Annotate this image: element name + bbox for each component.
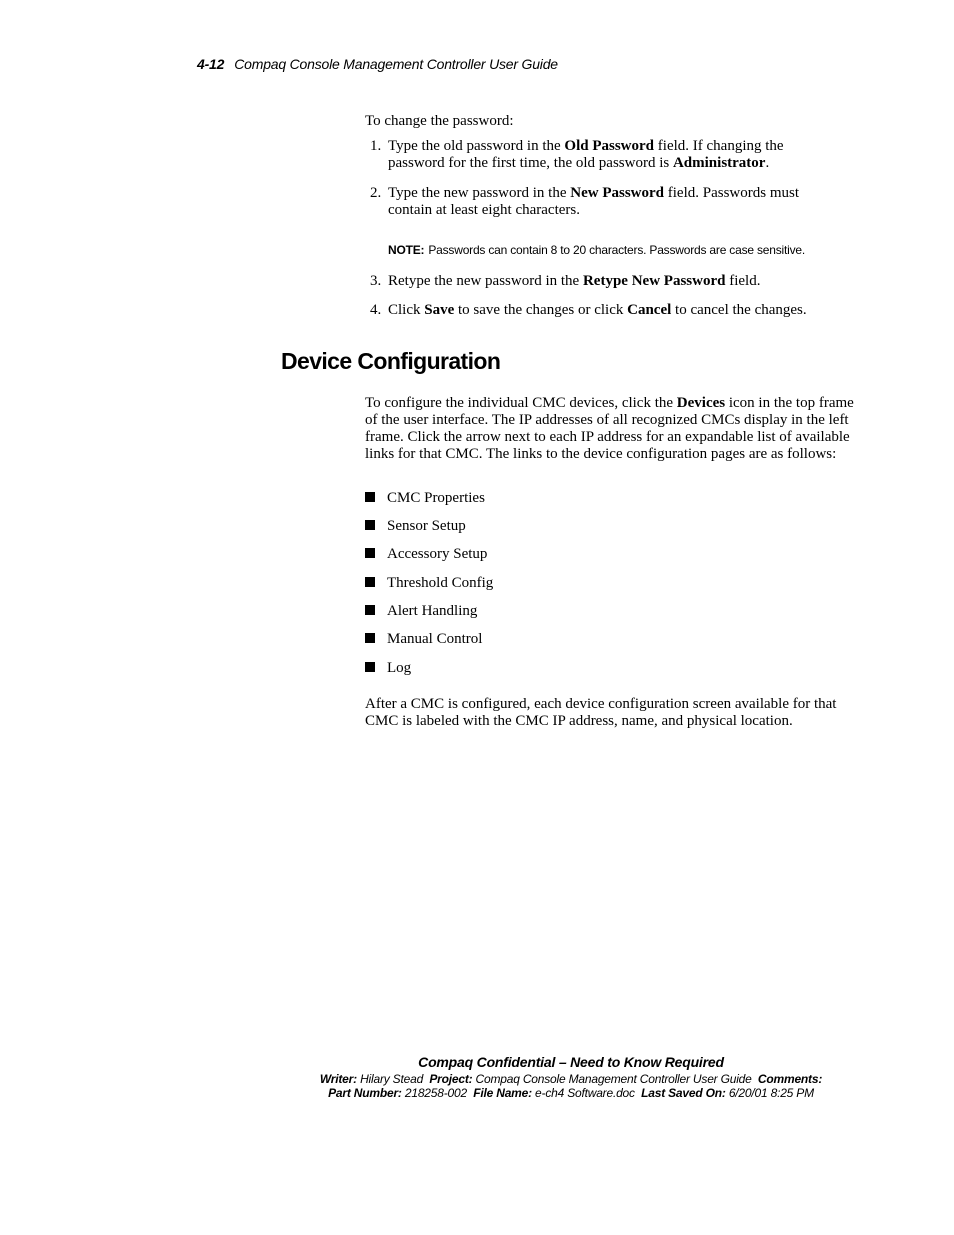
bullet-icon bbox=[365, 492, 375, 502]
list-item: CMC Properties bbox=[365, 490, 485, 507]
section-heading: Device Configuration bbox=[281, 348, 501, 374]
closing-paragraph: After a CMC is configured, each device configuration screen available for that CMC is labeled with the CMC IP address, name, and physical location. bbox=[365, 696, 837, 729]
bullet-icon bbox=[365, 520, 375, 530]
list-item: Manual Control bbox=[365, 631, 482, 648]
step-4: 4. Click Save to save the changes or click Cancel to cancel the changes. bbox=[370, 302, 807, 318]
list-item: Alert Handling bbox=[365, 603, 477, 620]
footer-line-1: Writer: Hilary Stead Project: Compaq Console Management Controller User Guide Comments: bbox=[319, 1072, 823, 1086]
bullet-icon bbox=[365, 662, 375, 672]
note bbox=[388, 243, 805, 257]
section-paragraph: To configure the individual CMC devices, click the Devices icon in the top frame of the user interface. The IP addresses of all recognized CMCs display in the left frame. Click the arrow next to each IP address for an expandable list of available links for that CMC. The links to the device configuration pages are as follows: bbox=[365, 395, 854, 462]
footer-line-2: Part Number: 218258-002 File Name: e-ch4 Software.doc Last Saved On: 6/20/01 8:25 PM bbox=[328, 1086, 814, 1100]
note-text: Passwords can contain 8 to 20 characters. Passwords are case sensitive. bbox=[428, 243, 805, 257]
list-item: Accessory Setup bbox=[365, 546, 487, 563]
bullet-icon bbox=[365, 577, 375, 587]
note-label: NOTE: bbox=[388, 243, 425, 257]
running-header bbox=[197, 56, 558, 72]
footer-confidential: Compaq Confidential – Need to Know Required bbox=[418, 1054, 724, 1070]
intro-text: To change the password: bbox=[365, 113, 514, 129]
step-1: 1. Type the old password in the Old Password field. If changing the password for the first time, the old password is Administrator. bbox=[370, 138, 784, 171]
bullet-icon bbox=[365, 605, 375, 615]
step-3: 3. Retype the new password in the Retype New Password field. bbox=[370, 273, 761, 289]
list-item: Sensor Setup bbox=[365, 518, 466, 535]
page-number: 4-12 bbox=[197, 56, 225, 72]
bullet-icon bbox=[365, 548, 375, 558]
step-2: 2. Type the new password in the New Password field. Passwords must contain at least eight characters. bbox=[370, 185, 799, 218]
guide-title: Compaq Console Management Controller User Guide bbox=[234, 56, 558, 72]
bullet-icon bbox=[365, 633, 375, 643]
list-item: Threshold Config bbox=[365, 575, 493, 592]
list-item: Log bbox=[365, 660, 411, 677]
